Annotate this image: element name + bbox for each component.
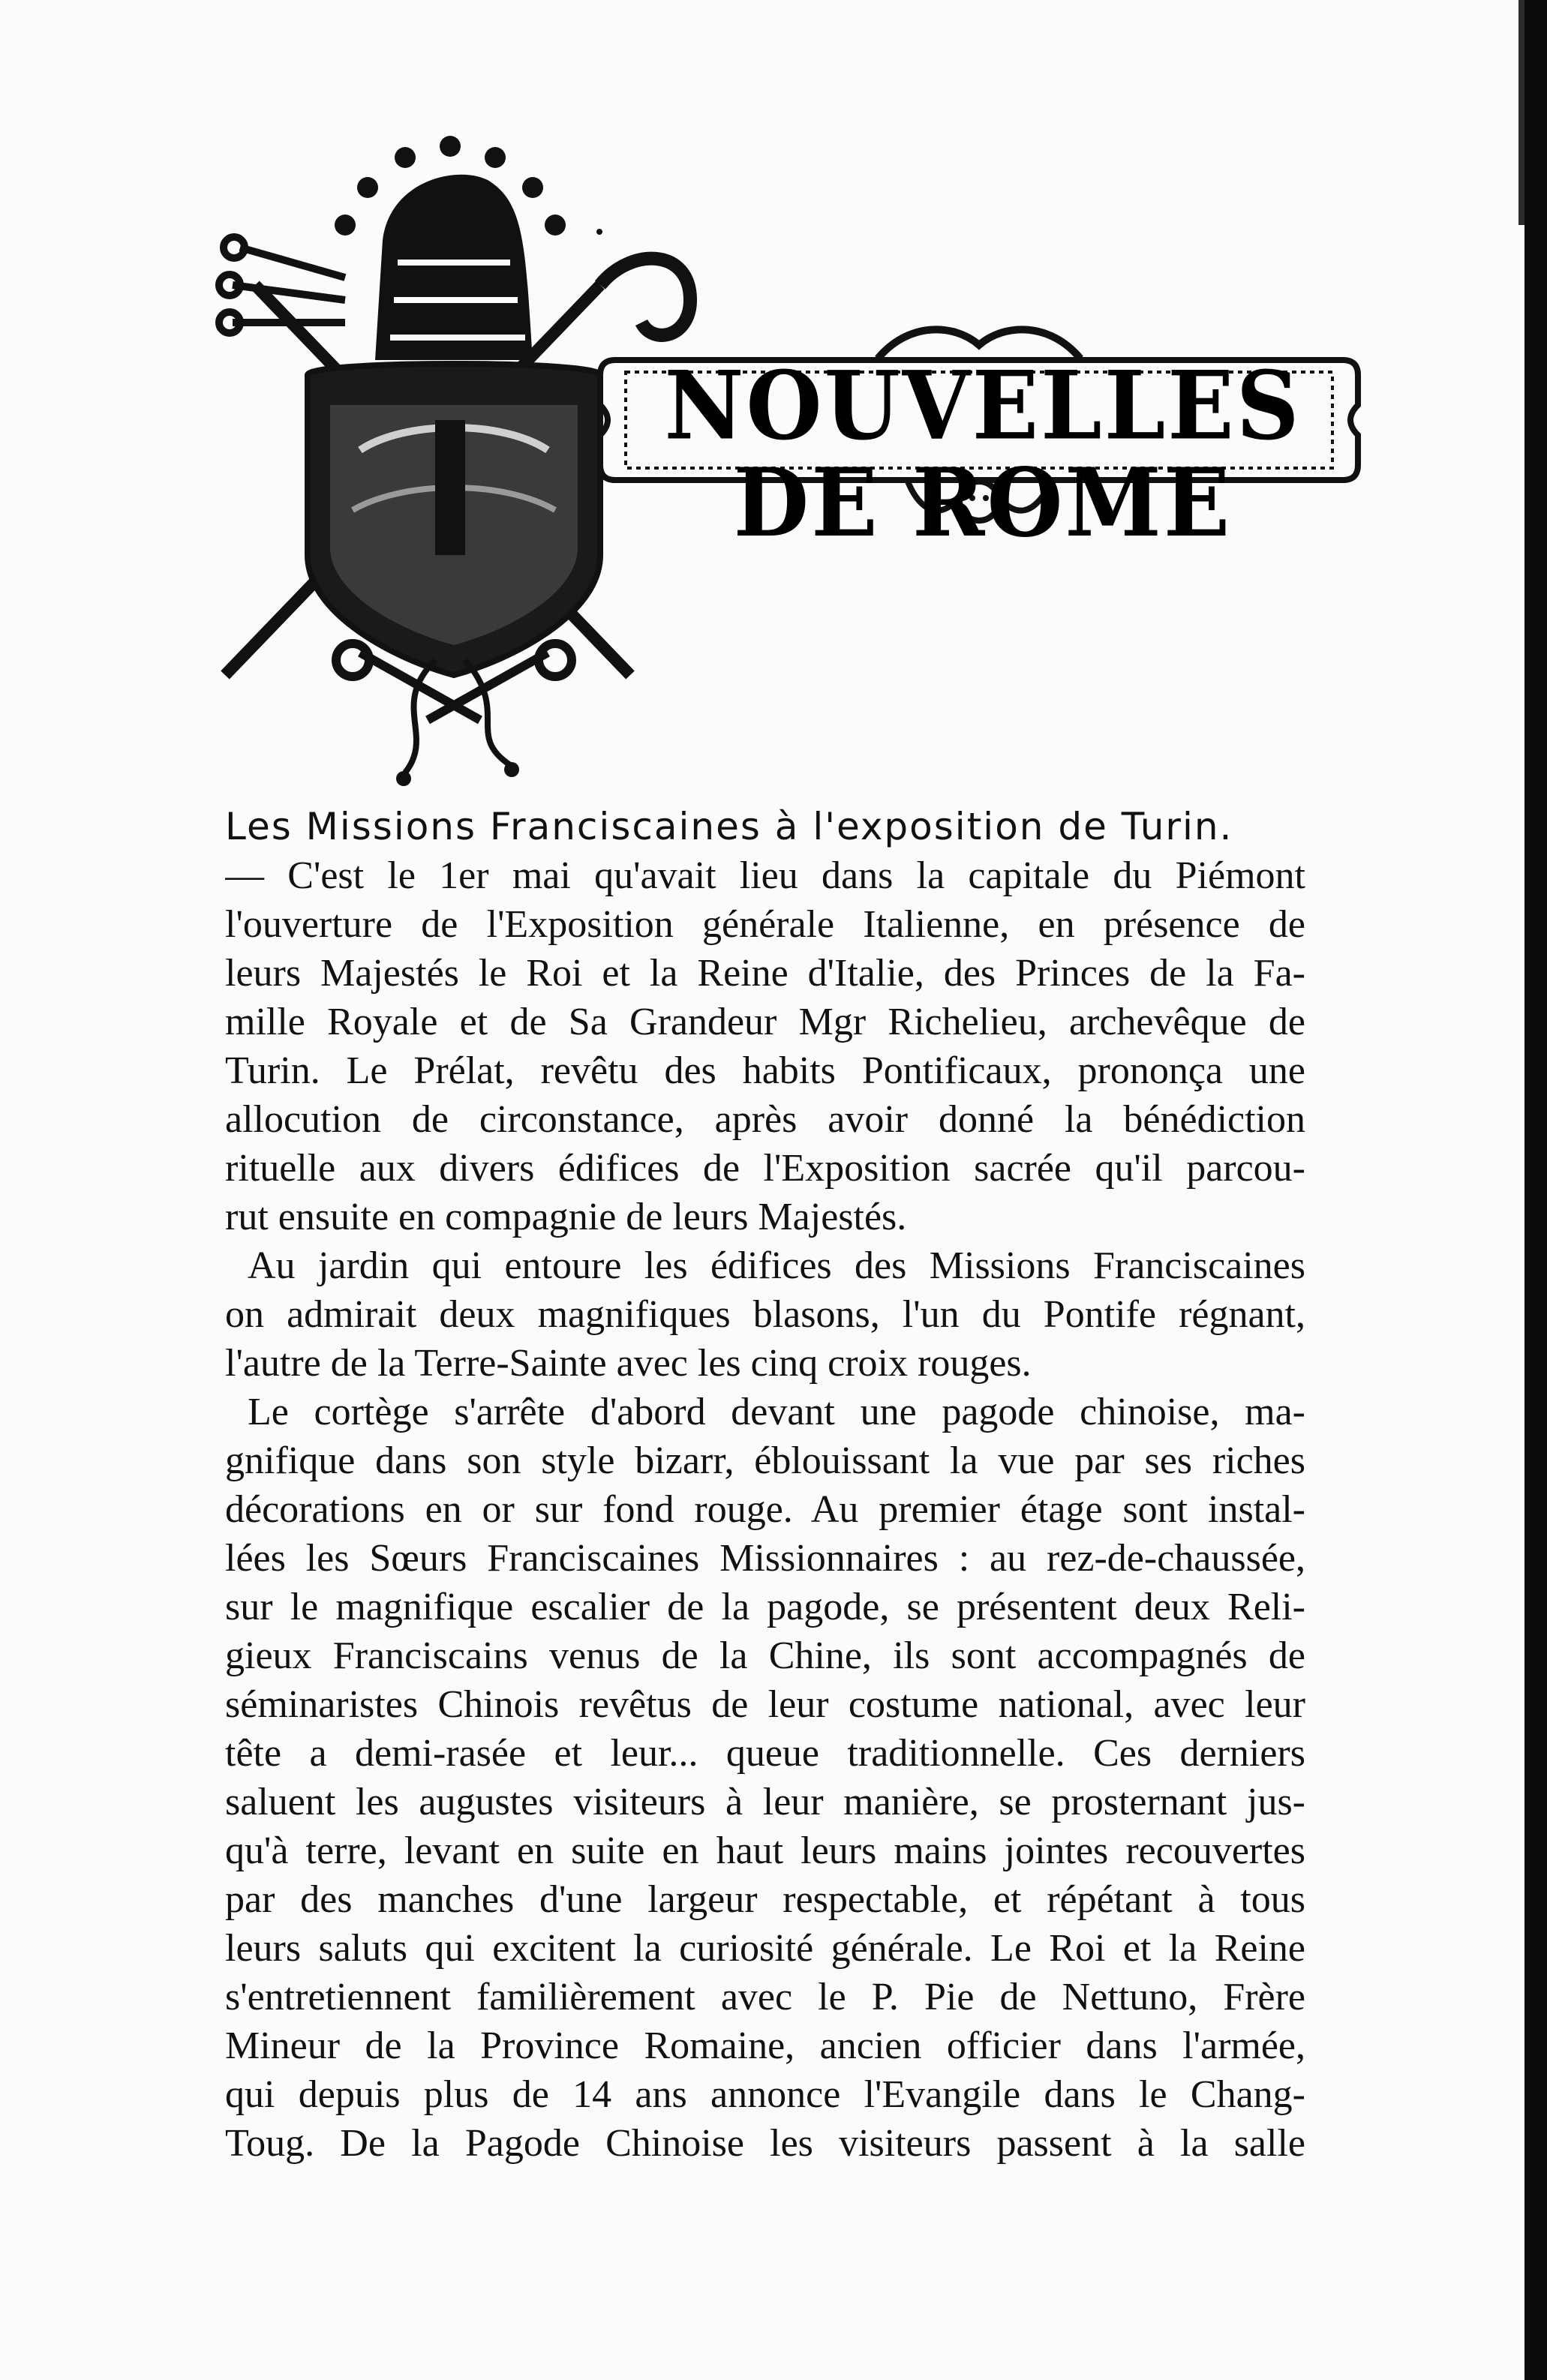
text-line: l'ouverture de l'Exposition générale Italienne, en présence de <box>225 903 1305 946</box>
text-line: allocution de circonstance, après avoir donné la bénédiction <box>225 1098 1305 1141</box>
text-line: leurs Majestés le Roi et la Reine d'Italie, des Princes de la Fa- <box>225 952 1305 995</box>
text-line: Toug. De la Pagode Chinoise les visiteurs passent à la salle <box>225 2122 1305 2165</box>
article-heading: Les Missions Franciscaines à l'exposition de Turin. <box>225 805 1233 848</box>
text-line: saluent les augustes visiteurs à leur manière, se prosternant jus- <box>225 1781 1305 1823</box>
text-line: rituelle aux divers édifices de l'Exposition sacrée qu'il parcou- <box>225 1147 1305 1190</box>
text-line: qui depuis plus de 14 ans annonce l'Evangile dans le Chang- <box>225 2073 1305 2116</box>
text-line: tête a demi-rasée et leur... queue traditionnelle. Ces derniers <box>225 1732 1305 1775</box>
text-line: rut ensuite en compagnie de leurs Majestés. <box>225 1196 907 1238</box>
text-line: décorations en or sur fond rouge. Au premier étage sont instal- <box>225 1488 1305 1531</box>
text-line: leurs saluts qui excitent la curiosité générale. Le Roi et la Reine <box>225 1927 1305 1970</box>
tiara-icon <box>375 175 533 360</box>
text-line: séminaristes Chinois revêtus de leur costume national, avec leur <box>225 1683 1305 1726</box>
text-line: l'autre de la Terre-Sainte avec les cinq croix rouges. <box>225 1342 1032 1385</box>
text-line: Mineur de la Province Romaine, ancien officier dans l'armée, <box>225 2024 1305 2067</box>
text-line: mille Royale et de Sa Grandeur Mgr Richelieu, archevêque de <box>225 1001 1305 1043</box>
text-line: par des manches d'une largeur respectable, et répétant à tous <box>225 1878 1305 1921</box>
scan-edge-tear <box>1518 0 1524 225</box>
text-line: on admirait deux magnifiques blasons, l'un du Pontife régnant, <box>225 1293 1305 1336</box>
text-line: Au jardin qui entoure les édifices des Missions Franciscaines <box>248 1244 1305 1287</box>
scan-edge <box>1524 0 1547 2380</box>
text-line: — C'est le 1er mai qu'avait lieu dans la capitale du Piémont <box>225 854 1305 897</box>
text-line: Le cortège s'arrête d'abord devant une pagode chinoise, ma- <box>248 1391 1305 1433</box>
text-line: Turin. Le Prélat, revêtu des habits Pontificaux, prononça une <box>225 1049 1305 1092</box>
text-line: lées les Sœurs Franciscaines Missionnaires : au rez-de-chaussée, <box>225 1537 1305 1580</box>
text-line: gnifique dans son style bizarr, éblouissant la vue par ses riches <box>225 1439 1305 1482</box>
text-line: qu'à terre, levant en suite en haut leurs mains jointes recouvertes <box>225 1829 1305 1872</box>
article-body <box>225 803 1305 2168</box>
text-line: gieux Franciscains venus de la Chine, ils sont accompagnés de <box>225 1634 1305 1677</box>
text-line: s'entretiennent familièrement avec le P. Pie de Nettuno, Frère <box>225 1976 1305 2018</box>
section-title: NOUVELLES DE ROME <box>664 350 1302 559</box>
text-line: sur le magnifique escalier de la pagode, se présentent deux Reli- <box>225 1586 1305 1628</box>
